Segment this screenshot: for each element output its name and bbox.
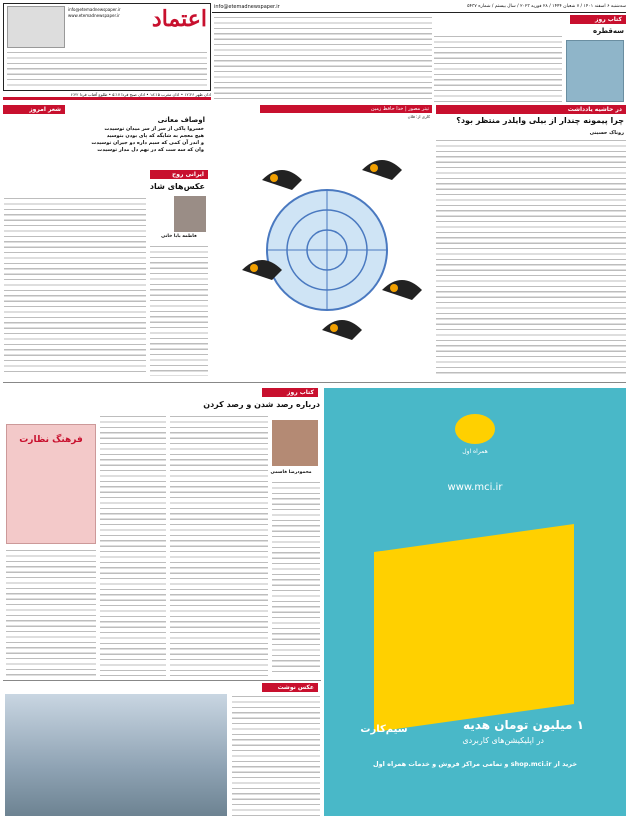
ad-footer: خرید از shop.mci.ir و تمامی مراکز فروش و خدمات همراه اول xyxy=(372,760,578,768)
book-author-photo xyxy=(272,420,318,466)
book-title: سه‌قطره xyxy=(592,27,624,35)
poem-lines: خسروا پاکی از سر از سر میدان توسیدت هیچ معجم به شایگه که پای بودن بتوسید و اندر آن کمی که سیم داره دو جیران توسیدت وان که سه ست که در نهم دل مدار توسیدت xyxy=(91,126,204,153)
book-cover-thumb xyxy=(566,40,624,102)
newspaper-thumb xyxy=(7,6,65,48)
cartoon-image xyxy=(212,120,434,378)
mci-logo xyxy=(455,414,495,444)
columnist-photo xyxy=(174,196,206,232)
column-header: ایرانی روح xyxy=(150,170,208,179)
cartoon-header: تیتر مصور | خدا حافظ زمین xyxy=(260,105,432,113)
mci-url[interactable]: www.mci.ir xyxy=(447,482,503,493)
notes-header: در حاشیه یادداشت xyxy=(436,105,626,114)
masthead-block xyxy=(3,3,211,91)
logo: اعتماد xyxy=(151,6,207,32)
mci-advertisement[interactable] xyxy=(324,388,626,816)
staff-list xyxy=(7,50,207,86)
book-cover xyxy=(6,424,96,544)
top-email: info@etemadnewspaper.ir xyxy=(214,4,280,10)
column-title: عکس‌های شاد xyxy=(149,182,205,191)
main-photo xyxy=(5,694,227,816)
book-cover-title: فرهنگ نظارت xyxy=(19,435,83,445)
prayer-times: اذان ظهر ۱۲:۲۶ • اذان مغرب ۱۸:۱۵ • اذان صبح فردا ۵:۱۷ • طلوع آفتاب فردا ۶:۴۲ xyxy=(70,92,211,97)
issue-line: سه‌شنبه ۶ اسفند ۱۴۰۱ / ۷ شعبان ۱۴۴۴ / ۲۸ فوریه ۲۰۲۳ / سال بیستم / شماره ۵۴۳۷ xyxy=(467,4,626,9)
main-author: روناک حسینی xyxy=(589,130,624,136)
columnist-name: فاطمه بابا خانی xyxy=(161,234,197,239)
masthead-email: info@etemadnewspaper.ir xyxy=(68,7,121,12)
book-day-header: کتاب روز xyxy=(262,388,318,397)
book-today-header: کتاب روز xyxy=(570,15,626,24)
ad-subline: در اپلیکیشن‌های کاربردی xyxy=(462,736,544,745)
ad-headline: ۱ میلیون تومان هدیه xyxy=(463,718,584,732)
ad-box xyxy=(374,524,574,732)
photo-section-header: عکس نوشت xyxy=(262,683,318,692)
poem-title: اوصاف معانی xyxy=(157,116,205,124)
mci-brand: همراه اول xyxy=(462,448,488,455)
book-article-title: درباره رصد شدن و رصد کردن xyxy=(203,400,320,409)
main-article-title: چرا پیمونه چندار از بیلی وایلدر منتظر بود؟ xyxy=(456,116,624,125)
masthead-website: www.etemadnewspaper.ir xyxy=(68,13,120,18)
ad-product: سیم‌کارت xyxy=(360,724,408,735)
book-author-name: محمودرضا قاسمی xyxy=(270,470,312,475)
cartoon-credit: کاری از: فلان xyxy=(407,114,430,119)
poem-header: شعر امروز xyxy=(3,105,65,114)
